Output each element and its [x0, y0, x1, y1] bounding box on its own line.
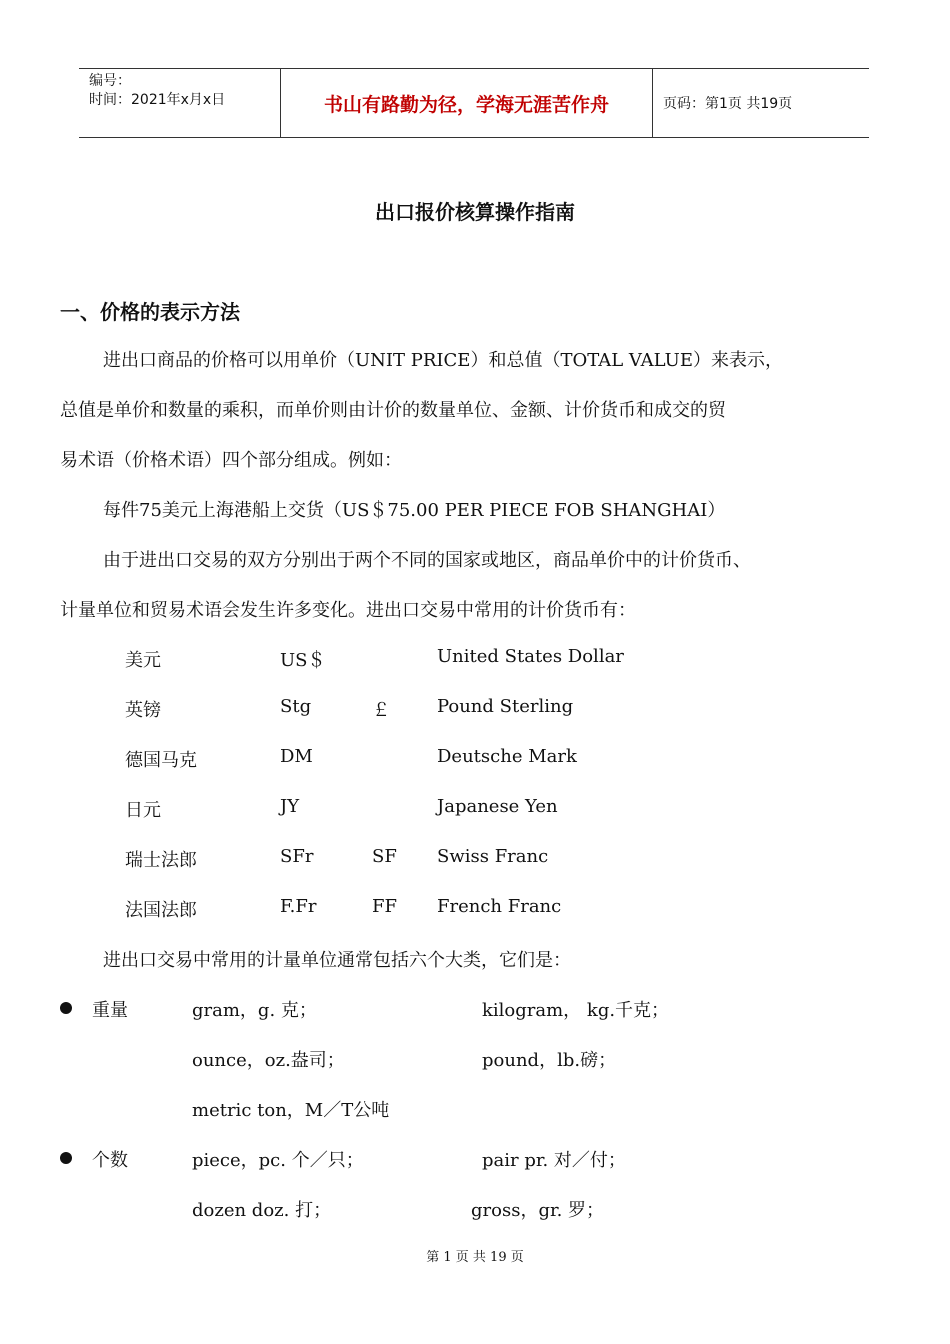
currency-row: [0, 896, 950, 926]
unit-item: kilogram， kg.千克；: [482, 1000, 670, 1021]
currency-en: United States Dollar: [437, 646, 624, 667]
currency-en: Japanese Yen: [437, 796, 558, 817]
section-heading: 一、价格的表示方法: [60, 300, 240, 324]
currency-symbol: SF: [372, 846, 397, 867]
unit-row: [0, 1046, 950, 1076]
currency-zh: 瑞士法郎: [125, 850, 197, 871]
bullet-icon: [60, 1152, 72, 1164]
currency-symbol: ￡: [372, 700, 390, 721]
paragraph-line: 由于进出口交易的双方分别出于两个不同的国家或地区，商品单价中的计价货币、: [103, 550, 751, 571]
unit-item: ounce，oz.盎司；: [192, 1050, 345, 1071]
paragraph-line: 总值是单价和数量的乘积，而单价则由计价的数量单位、金额、计价货币和成交的贸: [60, 400, 726, 421]
document-title: 出口报价核算操作指南: [375, 200, 575, 224]
unit-item: gross，gr. 罗；: [471, 1200, 605, 1221]
currency-en: Deutsche Mark: [437, 746, 577, 767]
unit-item: gram，g. 克；: [192, 1000, 317, 1021]
header-meta: [79, 69, 280, 137]
unit-category: 个数: [92, 1150, 128, 1171]
currency-row: [0, 846, 950, 876]
unit-category: 重量: [92, 1000, 128, 1021]
paragraph-line: 易术语（价格术语）四个部分组成。例如：: [60, 450, 402, 471]
currency-abbr: US＄: [280, 650, 326, 671]
currency-zh: 法国法郎: [125, 900, 197, 921]
bullet-icon: [60, 1002, 72, 1014]
header-motto: 书山有路勤为径，学海无涯苦作舟: [280, 69, 653, 137]
currency-abbr: F.Fr: [280, 896, 317, 917]
doc-date: 时间：2021年x月x日: [89, 92, 226, 108]
currency-abbr: SFr: [280, 846, 314, 867]
currency-abbr: JY: [280, 796, 300, 817]
currency-row: [0, 746, 950, 776]
currency-symbol: FF: [372, 896, 397, 917]
currency-abbr: DM: [280, 746, 313, 767]
example-line: 每件75美元上海港船上交货（US＄75.00 PER PIECE FOB SHANGHAI）: [103, 500, 726, 521]
currency-zh: 美元: [125, 650, 161, 671]
currency-en: Swiss Franc: [437, 846, 549, 867]
currency-en: Pound Sterling: [437, 696, 574, 717]
unit-item: metric ton，M／T公吨: [192, 1100, 390, 1121]
unit-row: [0, 1146, 950, 1176]
currency-row: [0, 646, 950, 676]
doc-number-label: 编号：: [89, 73, 131, 89]
paragraph-line: 进出口交易中常用的计量单位通常包括六个大类，它们是：: [103, 950, 571, 971]
unit-item: piece，pc. 个／只；: [192, 1150, 364, 1171]
unit-row: [0, 1096, 950, 1126]
currency-row: [0, 796, 950, 826]
currency-abbr: Stg: [280, 696, 312, 717]
unit-row: [0, 1196, 950, 1226]
unit-item: pair pr. 对／付；: [482, 1150, 626, 1171]
paragraph-line: 计量单位和贸易术语会发生许多变化。进出口交易中常用的计价货币有：: [60, 600, 636, 621]
currency-zh: 德国马克: [125, 750, 197, 771]
page-footer: 第 1 页 共 19 页: [426, 1250, 524, 1265]
header-page-info: 页码：第1页 共19页: [663, 96, 793, 112]
paragraph-line: 进出口商品的价格可以用单价（UNIT PRICE）和总值（TOTAL VALUE）来表示，: [103, 350, 783, 371]
unit-item: pound，lb.磅；: [482, 1050, 617, 1071]
unit-item: dozen doz. 打；: [192, 1200, 332, 1221]
unit-row: [0, 996, 950, 1026]
currency-zh: 日元: [125, 800, 161, 821]
currency-row: [0, 696, 950, 726]
header-table: [79, 68, 869, 138]
currency-en: French Franc: [437, 896, 562, 917]
currency-zh: 英镑: [125, 700, 161, 721]
